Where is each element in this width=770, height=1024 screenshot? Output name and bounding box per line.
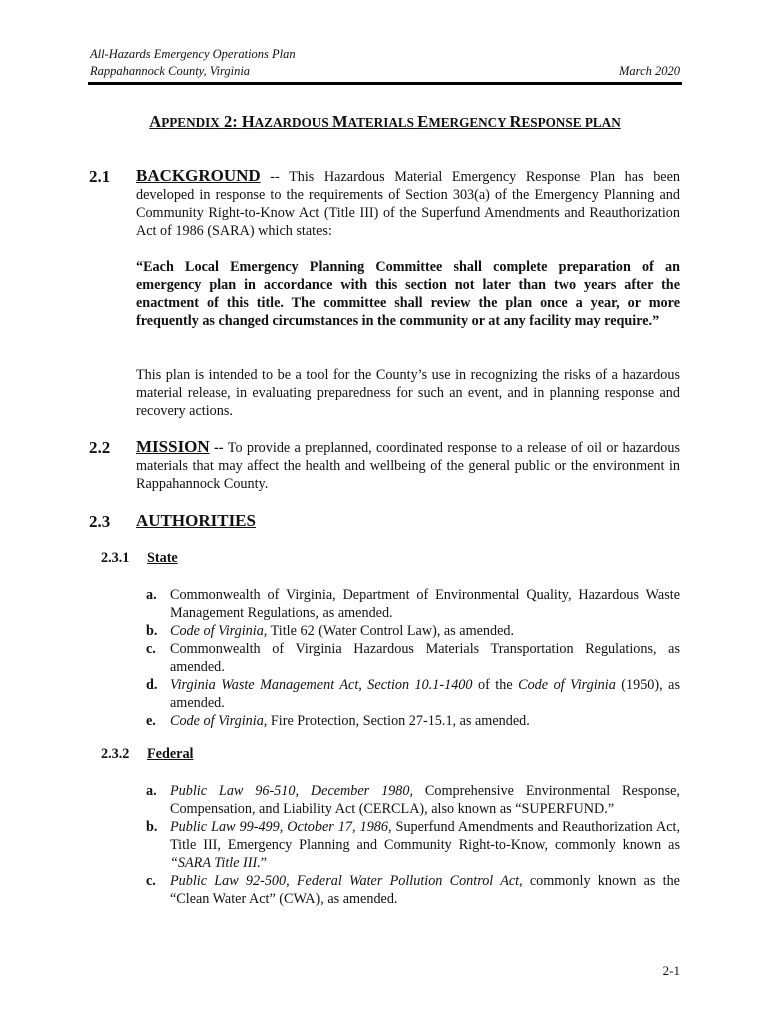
- title-part: ESPONSE PLAN: [521, 115, 621, 130]
- title-part: MERGENCY: [428, 115, 510, 130]
- mission-text: To provide a preplanned, coordinated response to a release of oil or hazardous materials that may affect the health and wellbeing of the general public or the environment in Rappahannock County.: [136, 440, 680, 492]
- list-text: Commonwealth of Virginia, Department of Environmental Quality, Hazardous Waste Management Regulations, as amended.: [170, 587, 680, 621]
- section-number: 2.3: [89, 512, 111, 531]
- plan-title: All-Hazards Emergency Operations Plan: [90, 47, 296, 61]
- list-text: , Superfund Amendments and Reauthorization Act, Title III, Emergency Planning and Community Right-to-Know, commonly known as: [170, 819, 681, 853]
- list-item: [146, 782, 680, 818]
- list-text: Commonwealth of Virginia Hazardous Materials Transportation Regulations, as amended.: [170, 641, 680, 675]
- list-letter: b.: [146, 819, 158, 835]
- subsection-title: State: [147, 550, 178, 566]
- list-item: [146, 640, 680, 676]
- list-item: [146, 622, 680, 640]
- list-letter: a.: [146, 587, 157, 603]
- section-heading: AUTHORITIES: [136, 511, 256, 530]
- list-text: , Title 62 (Water Control Law), as amended.: [263, 623, 515, 639]
- list-item: [146, 818, 680, 872]
- list-italic: “SARA Title III.: [170, 855, 261, 871]
- sara-quote: “Each Local Emergency Planning Committee shall complete preparation of an emergency plan in accordance with this section not later than two years after the enactment of this title. The committee shall review the plan once a year, or more frequently as changed circumstances in the community or at any facility may require.”: [136, 259, 680, 329]
- list-letter: d.: [146, 677, 158, 693]
- list-item: [146, 586, 680, 622]
- list-item: [146, 872, 680, 908]
- federal-authorities-list: [146, 782, 680, 908]
- section-number: 2.2: [89, 438, 111, 457]
- list-italic: Public Law 92-500, Federal Water Pollution Control Act: [170, 873, 520, 889]
- page-number: 2-1: [662, 963, 680, 978]
- background-paragraph: [136, 167, 680, 240]
- county-name: Rappahannock County, Virginia: [90, 64, 251, 78]
- title-part: 2:: [219, 112, 242, 131]
- list-text: (1950), as amended.: [170, 677, 680, 711]
- title-part: R: [509, 112, 522, 131]
- list-italic: Code of Virginia: [170, 623, 264, 639]
- state-authorities-list: [146, 586, 680, 730]
- list-letter: c.: [146, 641, 156, 657]
- background-intro: -- This Hazardous Material Emergency Response Plan has been developed in response to the requirements of Section 303(a) of the Emergency Planning and Community Right-to-Know Act (Title III) of the Superfund Amendments and Reauthorization Act of 1986 (SARA) which states:: [136, 169, 680, 239]
- list-text: , commonly known as the “Clean Water Act” (CWA), as amended.: [170, 873, 680, 907]
- list-item: [146, 712, 680, 730]
- list-text: , Comprehensive Environmental Response, Compensation, and Liability Act (CERCLA), also known as “SUPERFUND.”: [170, 783, 680, 817]
- title-part: AZARDOUS: [254, 115, 332, 130]
- list-letter: e.: [146, 713, 156, 729]
- subsection-number: 2.3.1: [101, 550, 130, 566]
- list-italic: Public Law 99-499, October 17, 1986: [170, 819, 388, 835]
- header-rule: [88, 82, 682, 85]
- list-text: , Fire Protection, Section 27-15.1, as amended.: [263, 713, 530, 729]
- list-text: ”: [260, 855, 268, 871]
- section-heading: BACKGROUND: [136, 166, 261, 185]
- header-date: March 2020: [619, 64, 680, 78]
- list-italic: Code of Virginia: [518, 677, 616, 693]
- title-part: ATERIALS: [347, 115, 418, 130]
- section-heading: MISSION: [136, 437, 210, 456]
- list-text: of the: [472, 677, 519, 693]
- mission-separator: --: [209, 440, 228, 456]
- list-italic: Public Law 96-510, December 1980: [170, 783, 410, 799]
- subsection-title: Federal: [147, 746, 194, 762]
- appendix-title: [90, 112, 680, 132]
- title-part: E: [417, 112, 429, 131]
- section-number: 2.1: [89, 167, 111, 186]
- title-part: A: [149, 112, 162, 131]
- title-part: PPENDIX: [161, 115, 220, 130]
- title-part: M: [331, 112, 348, 131]
- mission-paragraph: [136, 438, 680, 493]
- header-left: [90, 46, 296, 80]
- list-italic: Virginia Waste Management Act, Section 10.1-1400: [170, 677, 473, 693]
- list-letter: c.: [146, 873, 156, 889]
- list-item: [146, 676, 680, 712]
- plan-purpose-paragraph: This plan is intended to be a tool for the County’s use in recognizing the risks of a hazardous material release, in evaluating preparedness for such an event, and in planning response and recovery actions.: [136, 367, 680, 419]
- list-letter: a.: [146, 783, 157, 799]
- subsection-number: 2.3.2: [101, 746, 130, 762]
- title-part: H: [241, 112, 255, 131]
- authorities-heading-wrap: [136, 512, 680, 531]
- list-italic: Code of Virginia: [170, 713, 264, 729]
- list-letter: b.: [146, 623, 158, 639]
